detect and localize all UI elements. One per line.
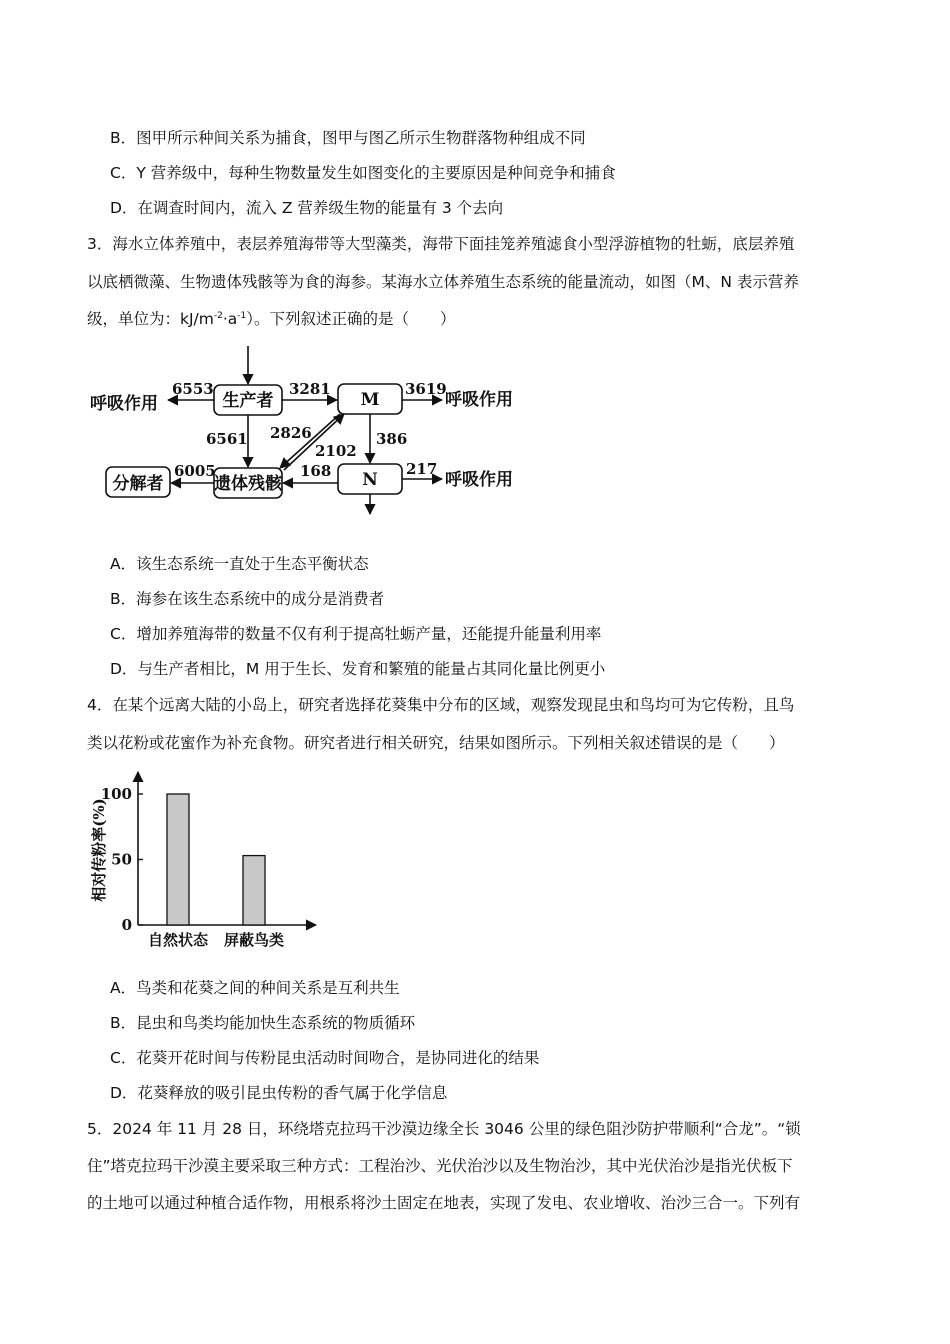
flow-2102: 2102 bbox=[315, 442, 357, 460]
y-tick-label: 0 bbox=[121, 916, 132, 934]
q2-option-c: C．Y 营养级中，每种生物数量发生如图变化的主要原因是种间竞争和捕食 bbox=[110, 164, 616, 182]
bar-2 bbox=[243, 856, 265, 925]
q4-option-c: C．花葵开花时间与传粉昆虫活动时间吻合，是协同进化的结果 bbox=[110, 1049, 540, 1067]
producer-box bbox=[214, 385, 282, 415]
q2-option-b: B．图甲所示种间关系为捕食，图甲与图乙所示生物群落物种组成不同 bbox=[110, 129, 586, 147]
m-box bbox=[338, 384, 402, 414]
bar-1 bbox=[167, 794, 189, 925]
y-axis-label: 相对传粉率(%) bbox=[90, 798, 108, 902]
node-decomposer: 分解者 bbox=[112, 474, 164, 494]
flow-3281: 3281 bbox=[289, 380, 331, 398]
remains-box bbox=[214, 468, 282, 498]
q4-stem-line2: 类以花粉或花蜜作为补充食物。研究者进行相关研究，结果如图所示。下列相关叙述错误的是（ ） bbox=[87, 734, 785, 752]
flow-2826: 2826 bbox=[270, 424, 312, 442]
flow-217: 217 bbox=[406, 460, 438, 478]
y-tick-label: 100 bbox=[100, 785, 132, 803]
q3-option-b: B．海参在该生态系统中的成分是消费者 bbox=[110, 590, 385, 608]
category-label: 自然状态 bbox=[147, 931, 209, 949]
flow-6005: 6005 bbox=[174, 462, 216, 480]
node-resp-n: 呼吸作用 bbox=[445, 470, 513, 490]
decomposer-box bbox=[106, 467, 170, 497]
q3-option-c: C．增加养殖海带的数量不仅有利于提高牡蛎产量，还能提升能量利用率 bbox=[110, 625, 602, 643]
q5-stem-line3: 的土地可以通过种植合适作物，用根系将沙土固定在地表，实现了发电、农业增收、治沙三合一。下列有 bbox=[87, 1194, 801, 1212]
q4-stem-line1: 4．在某个远离大陆的小岛上，研究者选择花葵集中分布的区域，观察发现昆虫和鸟均可为它传粉，且鸟 bbox=[87, 696, 795, 714]
node-resp-m: 呼吸作用 bbox=[445, 390, 513, 410]
node-producer: 生产者 bbox=[222, 391, 274, 411]
q3-option-d: D．与生产者相比，M 用于生长、发育和繁殖的能量占其同化量比例更小 bbox=[110, 660, 606, 678]
m-remains-arrow bbox=[280, 414, 340, 468]
flow-386: 386 bbox=[376, 430, 408, 448]
q3-stem-line2: 以底栖微藻、生物遗体残骸等为食的海参。某海水立体养殖生态系统的能量流动，如图（M、N 表示营养 bbox=[87, 273, 799, 291]
flow-6561: 6561 bbox=[206, 430, 248, 448]
flow-3619: 3619 bbox=[405, 380, 447, 398]
q3-option-a: A．该生态系统一直处于生态平衡状态 bbox=[110, 555, 369, 573]
node-m: M bbox=[360, 390, 380, 410]
q4-option-b: B．昆虫和鸟类均能加快生态系统的物质循环 bbox=[110, 1014, 416, 1032]
q4-option-d: D．花葵释放的吸引昆虫传粉的香气属于化学信息 bbox=[110, 1084, 448, 1102]
flow-168: 168 bbox=[300, 462, 332, 480]
q5-stem-line2: 住”塔克拉玛干沙漠主要采取三种方式：工程治沙、光伏治沙以及生物治沙，其中光伏治沙是指光伏板下 bbox=[87, 1157, 793, 1175]
q2-option-d: D．在调查时间内，流入 Z 营养级生物的能量有 3 个去向 bbox=[110, 199, 504, 217]
category-label: 屏蔽鸟类 bbox=[223, 931, 285, 949]
q3-stem-line3: 级，单位为：$kJ/m^{-2}\cdot a^{-1}$）。下列叙述正确的是（ ） bbox=[87, 310, 456, 328]
y-tick-label: 50 bbox=[111, 850, 132, 869]
q5-stem-line1: 5．2024 年 11 月 28 日，环绕塔克拉玛干沙漠边缘全长 3046 公里的绿色阻沙防护带顺利“合龙”。“锁 bbox=[87, 1120, 801, 1138]
n-box bbox=[338, 464, 402, 494]
q4-option-a: A．鸟类和花葵之间的种间关系是互利共生 bbox=[110, 979, 400, 997]
pollination-bar-chart bbox=[80, 768, 340, 958]
node-resp-left: 呼吸作用 bbox=[90, 394, 158, 414]
node-remains: 遗体残骸 bbox=[214, 474, 282, 494]
flow-6553: 6553 bbox=[172, 380, 214, 398]
node-n: N bbox=[362, 470, 378, 490]
q3-stem-line1: 3．海水立体养殖中，表层养殖海带等大型藻类，海带下面挂笼养殖滤食小型浮游植物的牡蛎，底层养殖 bbox=[87, 235, 795, 253]
remains-m-arrow bbox=[284, 414, 344, 470]
